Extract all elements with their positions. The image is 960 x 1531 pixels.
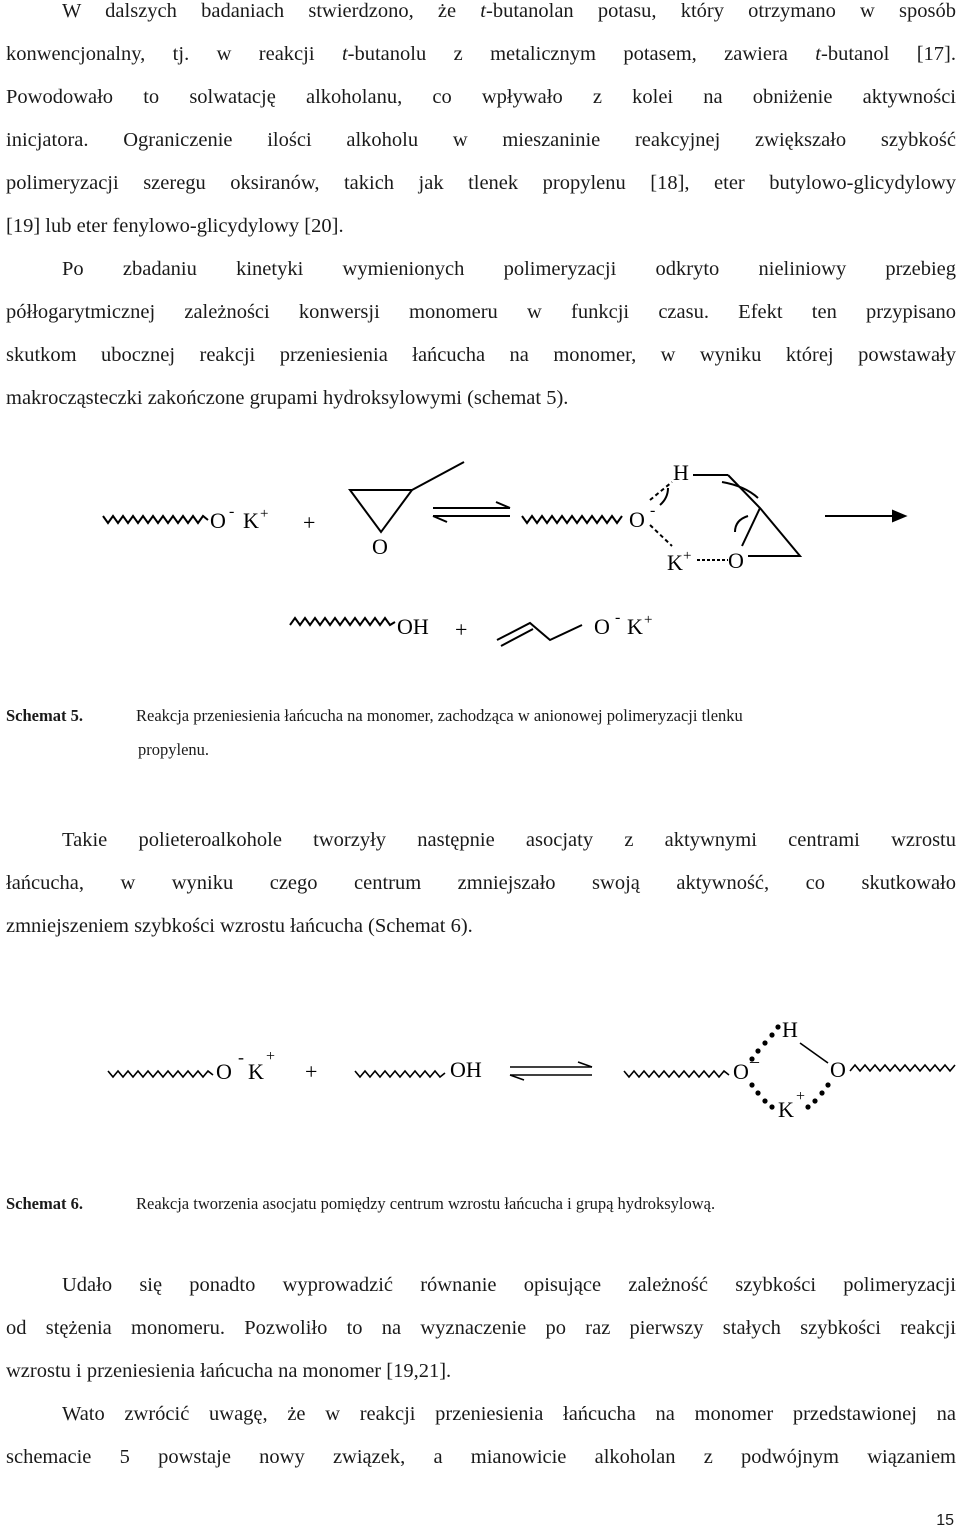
- p1-line-3: Powodowało to solwatację alkoholanu, co wpływało z kolei na obniżenie aktywności: [6, 86, 956, 108]
- ts-ring-bond-o: [742, 508, 760, 546]
- s6-o3: O: [830, 1057, 846, 1082]
- paragraph-3: [6, 819, 956, 948]
- p2-line-4: makrocząsteczki zakończone grupami hydroksylowymi (schemat 5).: [6, 387, 569, 409]
- p2-line-2: półłogarytmicznej zależności konwersji monomeru w funkcji czasu. Efekt ten przypisano: [6, 301, 956, 323]
- paragraph-5: [6, 1393, 956, 1479]
- s5-plus1: +: [303, 510, 316, 535]
- page-number: 15: [936, 1512, 954, 1529]
- polymer-chain-1: [103, 516, 208, 523]
- p4-line-3: wzrostu i przeniesienia łańcucha na monomer [19,21].: [6, 1360, 452, 1382]
- p1-line-5: polimeryzacji szeregu oksiranów, takich jak tlenek propylenu [18], eter butylowo-glicydylowy: [6, 172, 956, 194]
- s5-k3: K: [627, 614, 643, 639]
- p1-line-4: inicjatora. Ograniczenie ilości alkoholu w mieszaninie reakcyjnej zwiększało szybkość: [6, 129, 956, 151]
- s5-minus2: -: [650, 502, 656, 519]
- scheme-5-caption: [6, 706, 956, 766]
- s5-o4: O: [594, 614, 610, 639]
- p1-line-6: [19] lub eter fenylowo-glicydylowy [20].: [6, 215, 344, 237]
- paragraph-1: [6, 0, 956, 248]
- scheme-5-caption-text: Reakcja przeniesienia łańcucha na monomer, zachodząca w anionowej polimeryzacji tlenku: [136, 706, 743, 725]
- p4-line-2: od stężenia monomeru. Pozwoliło to na wyznaczenie po raz pierwszy stałych szybkości reakcji: [6, 1317, 956, 1339]
- scheme-5-label: Schemat 5.: [6, 706, 83, 725]
- s5-plus-sup3: +: [644, 612, 653, 628]
- s5-plus-sup1: +: [260, 506, 269, 522]
- s5-plus2: +: [455, 617, 468, 642]
- electron-arrow-2: [722, 482, 758, 498]
- polymer-chain-2: [522, 516, 622, 523]
- paragraph-2: [6, 248, 956, 420]
- allyl-double-bond: [501, 629, 533, 646]
- p1-line-1: W dalszych badaniach stwierdzono, że t-butanolan potasu, który otrzymano w sposób: [62, 0, 956, 22]
- equilibrium-arrow: [433, 502, 510, 522]
- s6-plus-sup1: +: [266, 1048, 276, 1065]
- p3-line-2: łańcucha, w wyniku czego centrum zmniejszało swoją aktywność, co skutkowało: [6, 872, 956, 894]
- paragraph-4: [6, 1264, 956, 1393]
- s6-minus1: -: [238, 1047, 244, 1067]
- p5-line-2: schemacie 5 powstaje nowy związek, a mianowicie alkoholan z podwójnym wiązaniem: [6, 1446, 956, 1468]
- s6-plus: +: [305, 1059, 318, 1084]
- p2-line-1: Po zbadaniu kinetyki wymienionych polimeryzacji odkryto nieliniowy przebieg: [62, 258, 956, 280]
- s5-h: H: [673, 460, 689, 485]
- s6-o1: O: [216, 1059, 232, 1084]
- s5-k1: K: [243, 508, 259, 533]
- s6-plus-sup2: +: [796, 1088, 806, 1105]
- s6-chain-3: [624, 1071, 729, 1077]
- epoxide-ring: [350, 490, 412, 532]
- s5-o-epoxide: O: [372, 534, 388, 559]
- p1-line-2: konwencjonalny, tj. w reakcji t-butanolu z metalicznym potasem, zawiera t-butanol [17].: [6, 43, 956, 65]
- methyl-bond: [412, 462, 464, 490]
- s6-k2: K: [778, 1097, 794, 1122]
- p5-line-1: Wato zwrócić uwagę, że w reakcji przeniesienia łańcucha na monomer przedstawionej na: [62, 1403, 956, 1425]
- s6-o2: O: [733, 1059, 749, 1084]
- allyl-chain: [497, 623, 582, 640]
- scheme-6-caption-text: Reakcja tworzenia asocjatu pomiędzy centrum wzrostu łańcucha i grupą hydroksylową.: [136, 1194, 716, 1213]
- scheme-6-figure: [0, 1015, 960, 1125]
- s6-oh: OH: [450, 1057, 482, 1082]
- s6-chain-1: [108, 1071, 213, 1077]
- p3-line-1: Takie polieteroalkohole tworzyły następnie asocjaty z aktywnymi centrami wzrostu: [62, 829, 956, 851]
- scheme-6-caption: [6, 1194, 956, 1218]
- s5-plus-sup2: +: [683, 548, 692, 564]
- s6-equilibrium-arrow: [510, 1062, 592, 1080]
- s6-k1: K: [248, 1059, 264, 1084]
- electron-arrow-3: [735, 516, 748, 532]
- s5-o2: O: [629, 507, 645, 532]
- p4-line-1: Udało się ponadto wyprowadzić równanie opisujące zależność szybkości polimeryzacji: [62, 1274, 956, 1296]
- s5-minus1: -: [229, 503, 235, 520]
- s5-oh: OH: [397, 614, 429, 639]
- s6-minus2: –: [750, 1051, 759, 1071]
- scheme-5-caption-cont: propylenu.: [138, 740, 210, 759]
- s5-k2: K: [667, 550, 683, 575]
- s5-minus3: -: [615, 609, 621, 626]
- p2-line-3: skutkom ubocznej reakcji przeniesienia łańcucha na monomer, w wyniku której powstawały: [6, 344, 956, 366]
- p3-line-3: zmniejszeniem szybkości wzrostu łańcucha (Schemat 6).: [6, 915, 473, 937]
- s6-h-o-bond: [800, 1043, 828, 1063]
- s6-chain-4: [850, 1065, 955, 1071]
- polymer-chain-3: [290, 618, 395, 625]
- o-k-dashed-bond: [650, 525, 672, 546]
- s6-chain-2: [355, 1071, 445, 1077]
- scheme-6-label: Schemat 6.: [6, 1194, 83, 1213]
- s5-o1: O: [210, 508, 226, 533]
- s5-o3: O: [728, 548, 744, 573]
- s6-h: H: [782, 1017, 798, 1042]
- scheme-5-figure: [0, 450, 960, 660]
